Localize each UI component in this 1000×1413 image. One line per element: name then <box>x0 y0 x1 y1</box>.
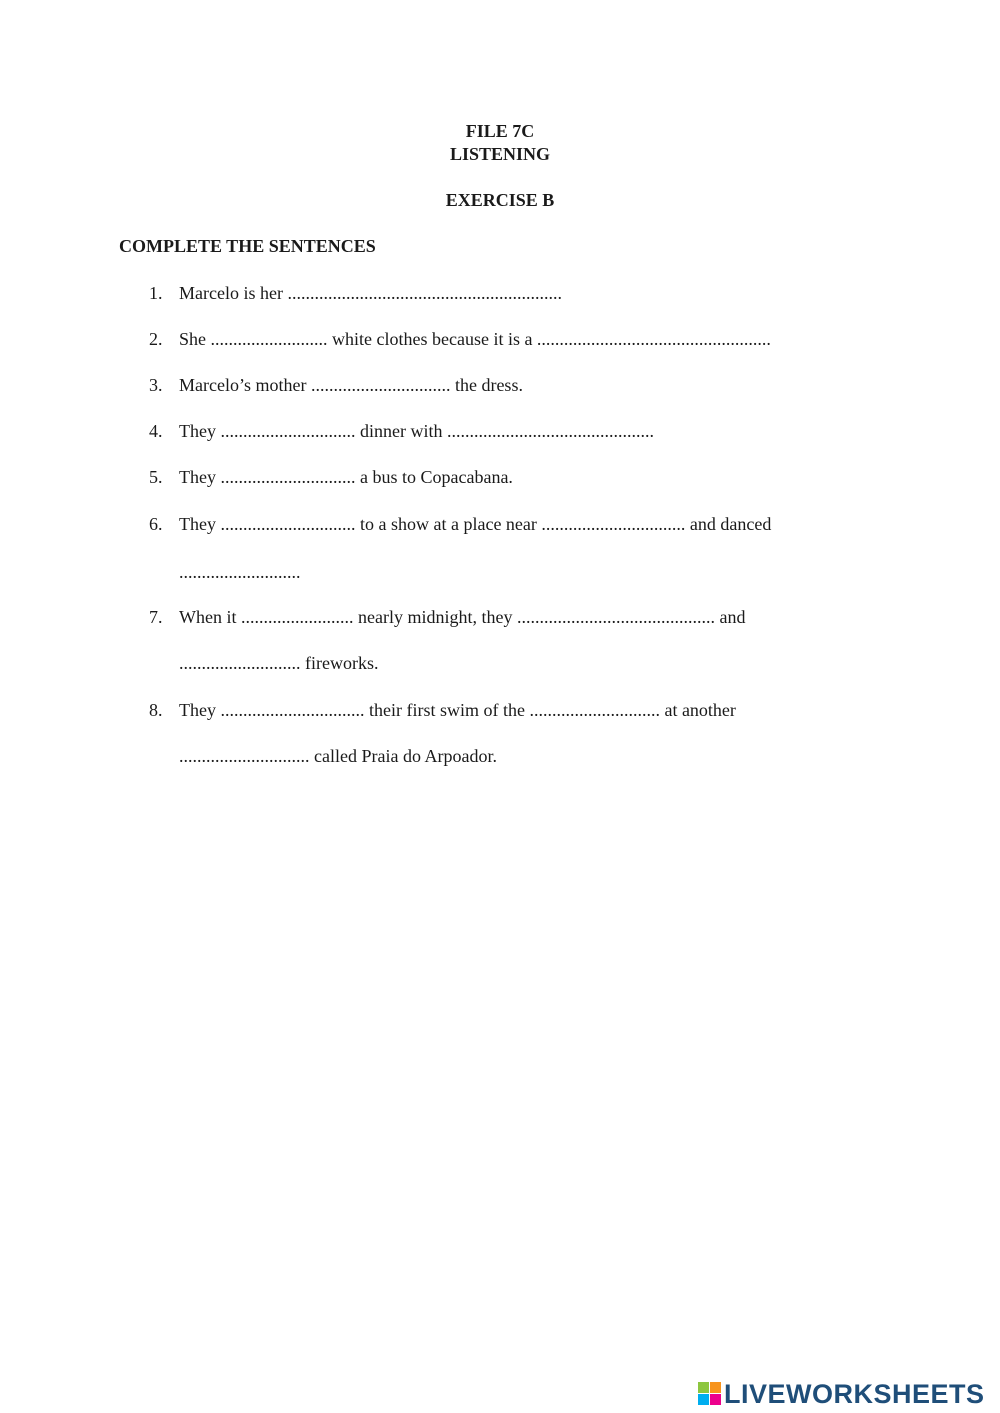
item-sentence: Marcelo’s mother ............................... the dress. <box>179 375 523 395</box>
item-number: 7. <box>149 607 163 627</box>
item-sentence: She .......................... white clothes because it is a .................................................... <box>179 329 771 349</box>
item-sentence: They .............................. dinner with .............................................. <box>179 421 654 441</box>
item-number: 1. <box>149 283 163 303</box>
item-sentence: They .............................. a bus to Copacabana. <box>179 467 513 487</box>
item-number: 3. <box>149 375 163 395</box>
brand-name: LIVEWORKSHEETS <box>724 1378 985 1409</box>
section-title: LISTENING <box>449 144 551 164</box>
item-number: 6. <box>149 514 163 534</box>
item-sentence-continuation: ........................... fireworks. <box>179 653 379 673</box>
item-sentence: They .............................. to a show at a place near ................................ and danced <box>179 514 772 534</box>
item-number: 4. <box>149 421 163 441</box>
item-sentence: They ................................ their first swim of the ............................. at another <box>179 700 736 720</box>
item-number: 5. <box>149 467 163 487</box>
liveworksheets-logo-icon <box>698 1382 722 1406</box>
file-title: FILE 7C <box>465 121 535 141</box>
exercise-title: EXERCISE B <box>445 190 555 210</box>
item-sentence: When it ......................... nearly midnight, they ............................................ and <box>179 607 746 627</box>
instruction-heading: COMPLETE THE SENTENCES <box>119 236 376 256</box>
item-sentence: Marcelo is her ............................................................. <box>179 283 562 303</box>
item-sentence-continuation: ........................... <box>179 562 301 582</box>
liveworksheets-brand <box>698 1380 985 1408</box>
item-number: 2. <box>149 329 163 349</box>
item-number: 8. <box>149 700 163 720</box>
item-sentence-continuation: ............................. called Praia do Arpoador. <box>179 746 497 766</box>
